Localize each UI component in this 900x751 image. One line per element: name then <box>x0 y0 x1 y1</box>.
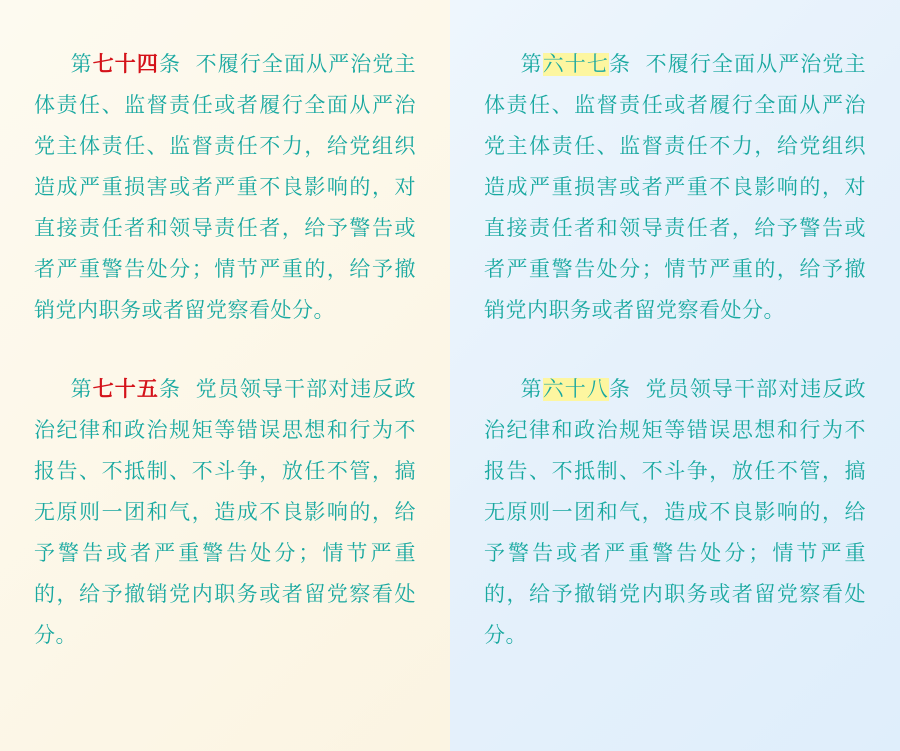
article-paragraph <box>34 369 416 656</box>
article-label-prefix: 第 <box>520 378 543 401</box>
article-paragraph <box>484 369 866 656</box>
article-label-prefix: 第 <box>70 53 93 76</box>
article-number: 七十四 <box>92 53 159 76</box>
article-label-prefix: 第 <box>520 53 543 76</box>
article-number: 七十五 <box>92 378 159 401</box>
right-column <box>450 0 900 751</box>
article-paragraph <box>34 44 416 331</box>
article-number: 六十八 <box>542 378 609 401</box>
article-body: 不履行全面从严治党主体责任、监督责任或者履行全面从严治党主体责任、监督责任不力，给党组织造成严重损害或者严重不良影响的，对直接责任者和领导责任者，给予警告或者严重警告处分；情节严重的，给予撤销党内职务或者留党察看处分。 <box>484 53 866 322</box>
article-body: 不履行全面从严治党主体责任、监督责任或者履行全面从严治党主体责任、监督责任不力，给党组织造成严重损害或者严重不良影响的，对直接责任者和领导责任者，给予警告或者严重警告处分；情节严重的，给予撤销党内职务或者留党察看处分。 <box>34 53 416 322</box>
article-label-suffix: 条 <box>158 378 182 401</box>
article-label-prefix: 第 <box>70 378 93 401</box>
article-number: 六十七 <box>542 53 609 76</box>
article-body: 党员领导干部对违反政治纪律和政治规矩等错误思想和行为不报告、不抵制、不斗争，放任不管，搞无原则一团和气，造成不良影响的，给予警告或者严重警告处分；情节严重的，给予撤销党内职务或者留党察看处分。 <box>34 378 416 647</box>
article-label-suffix: 条 <box>158 53 182 76</box>
article-paragraph <box>484 44 866 331</box>
article-label-suffix: 条 <box>608 378 632 401</box>
article-label-suffix: 条 <box>608 53 632 76</box>
article-body: 党员领导干部对违反政治纪律和政治规矩等错误思想和行为不报告、不抵制、不斗争，放任不管，搞无原则一团和气，造成不良影响的，给予警告或者严重警告处分；情节严重的，给予撤销党内职务或者留党察看处分。 <box>484 378 866 647</box>
